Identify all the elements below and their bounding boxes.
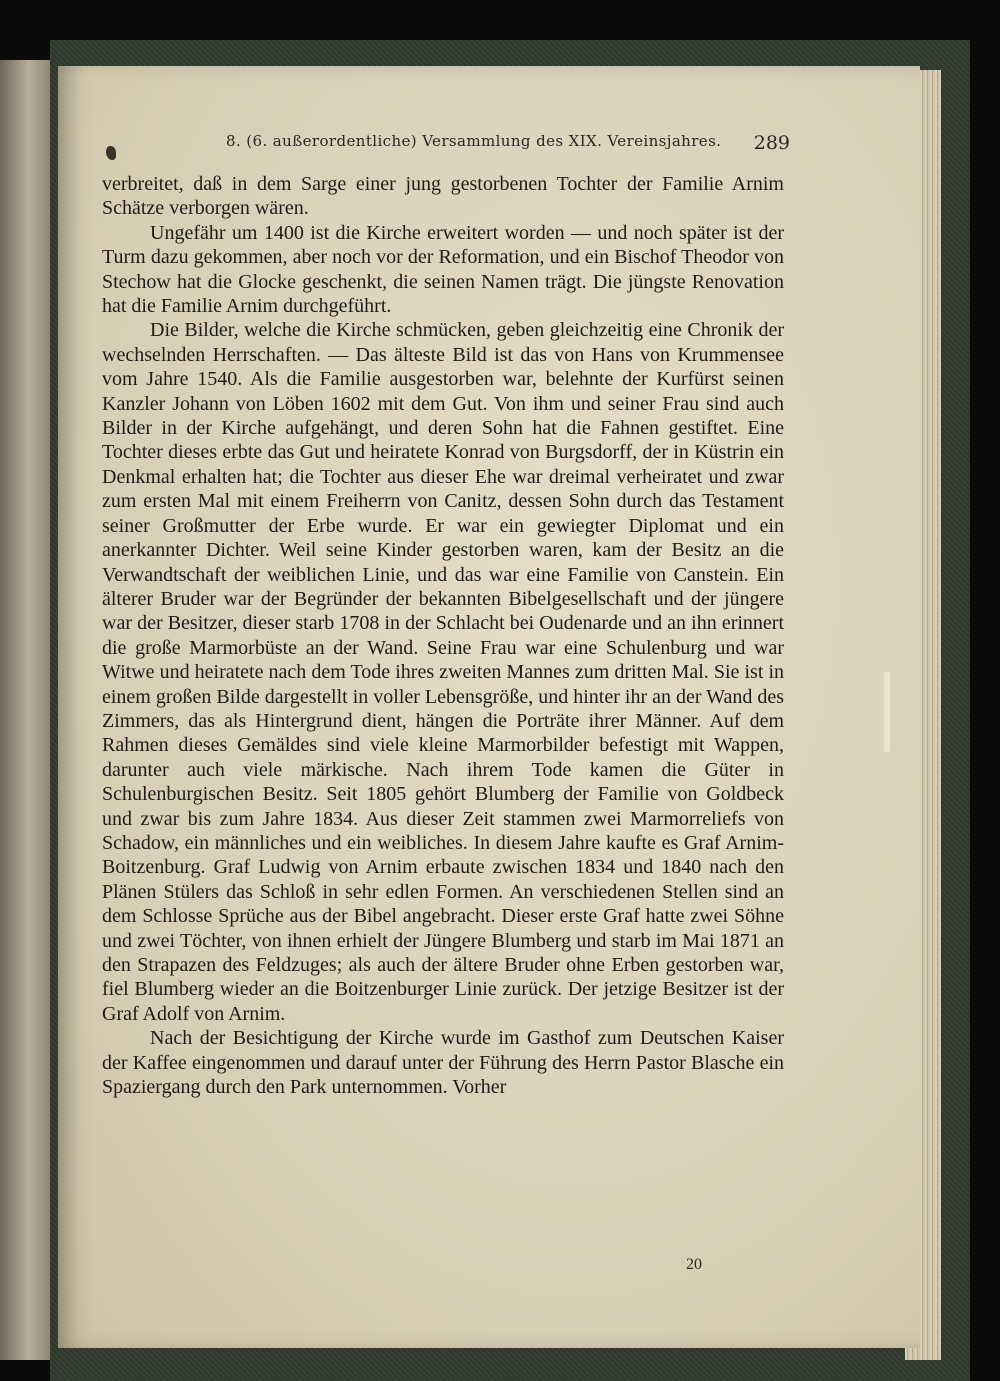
running-head: 8. (6. außerordentliche) Versammlung des XIX. Vereinsjahres. <box>226 132 722 150</box>
page-edge-highlight <box>884 672 890 752</box>
body-text <box>102 172 784 1099</box>
paragraph-4: Nach der Besichtigung der Kirche wurde im Gasthof zum Deutschen Kaiser der Kaffee eingenommen und darauf unter der Führung des Herrn Pastor Blasche ein Spaziergang durch den Park unternommen. Vorher <box>102 1027 784 1099</box>
page-header <box>130 128 790 158</box>
signature-mark: 20 <box>686 1256 702 1273</box>
paragraph-1: verbreitet, daß in dem Sarge einer jung gestorbenen Tochter der Familie Arnim Schätze verborgen wären. <box>102 173 784 220</box>
paragraph-2: Ungefähr um 1400 ist die Kirche erweitert worden — und noch später ist der Turm dazu gekommen, aber noch vor der Reformation, und ein Bischof Theodor von Stechow hat die Glocke geschenkt, die seinen Namen trägt. Die jüngste Renovation hat die Familie Arnim durchgeführt. <box>102 221 784 318</box>
ink-blot-mark <box>106 146 116 160</box>
paragraph-3: Die Bilder, welche die Kirche schmücken, geben gleichzeitig eine Chronik der wechselnden Herrschaften. — Das älteste Bild ist das von Hans von Krummensee vom Jahre 1540. Als die Familie ausgestorben war, belehnte der Kurfürst seinen Kanzler Johann von Löben 1602 mit dem Gut. Von ihm und seiner Frau sind auch Bilder in der Kirche aufgehängt, und deren Sohn hat die Fahnen gestiftet. Eine Tochter dieses erbte das Gut und heiratete Konrad von Burgsdorff, der in Küstrin ein Denkmal erhalten hat; die Tochter aus dieser Ehe war dreimal verheiratet und zwar zum ersten Mal mit einem Freiherrn von Canitz, dessen Sohn durch das Testament seiner Großmutter der Erbe wurde. Er war ein gewiegter Diplomat und ein anerkannter Dichter. Weil seine Kinder gestorben waren, kam der Besitz an die Verwandtschaft der weiblichen Linie, und das war eine Familie von Canstein. Ein älterer Bruder war der Begründer der bekannten Bibelgesellschaft und der jüngere war der Besitzer, dieser starb 1708 in der Schlacht bei Oudenarde und an ihn erinnert die große Marmorbüste an der Wand. Seine Frau war eine Schulenburg und war Witwe und heiratete nach dem Tode ihres zweiten Mannes zum dritten Mal. Sie ist in einem großen Bilde dargestellt in voller Lebensgröße, und hinter ihr an der Wand des Zimmers, das als Hintergrund dient, hängen die Porträte ihrer Männer. Auf dem Rahmen dieses Gemäldes sind viele kleine Marmorbilder befestigt mit Wappen, darunter auch viele märkische. Nach ihrem Tode kamen die Güter in Schulenburgischen Besitz. Seit 1805 gehört Blumberg der Familie von Goldbeck und zwar bis zum Jahre 1834. Aus dieser Zeit stammen zwei Marmorreliefs von Schadow, ein männliches und ein weibliches. In diesem Jahre kaufte es Graf Arnim-Boitzenburg. Graf Ludwig von Arnim erbaute zwischen 1834 und 1840 nach den Plänen Stülers das Schloß in sehr edlen Formen. An verschiedenen Stellen sind an dem Schlosse Sprüche aus der Bibel angebracht. Dieser erste Graf hatte zwei Söhne und zwei Töchter, von ihnen erhielt der Jüngere Blumberg und starb im Mai 1871 an den Strapazen des Feldzuges; als auch der ältere Bruder ohne Erben gestorben war, fiel Blumberg wieder an die Boitzenburger Linie zurück. Der jetzige Besitzer ist der Graf Adolf von Arnim. <box>102 319 784 1025</box>
left-page-edge <box>0 60 52 1360</box>
page-number: 289 <box>753 132 790 154</box>
